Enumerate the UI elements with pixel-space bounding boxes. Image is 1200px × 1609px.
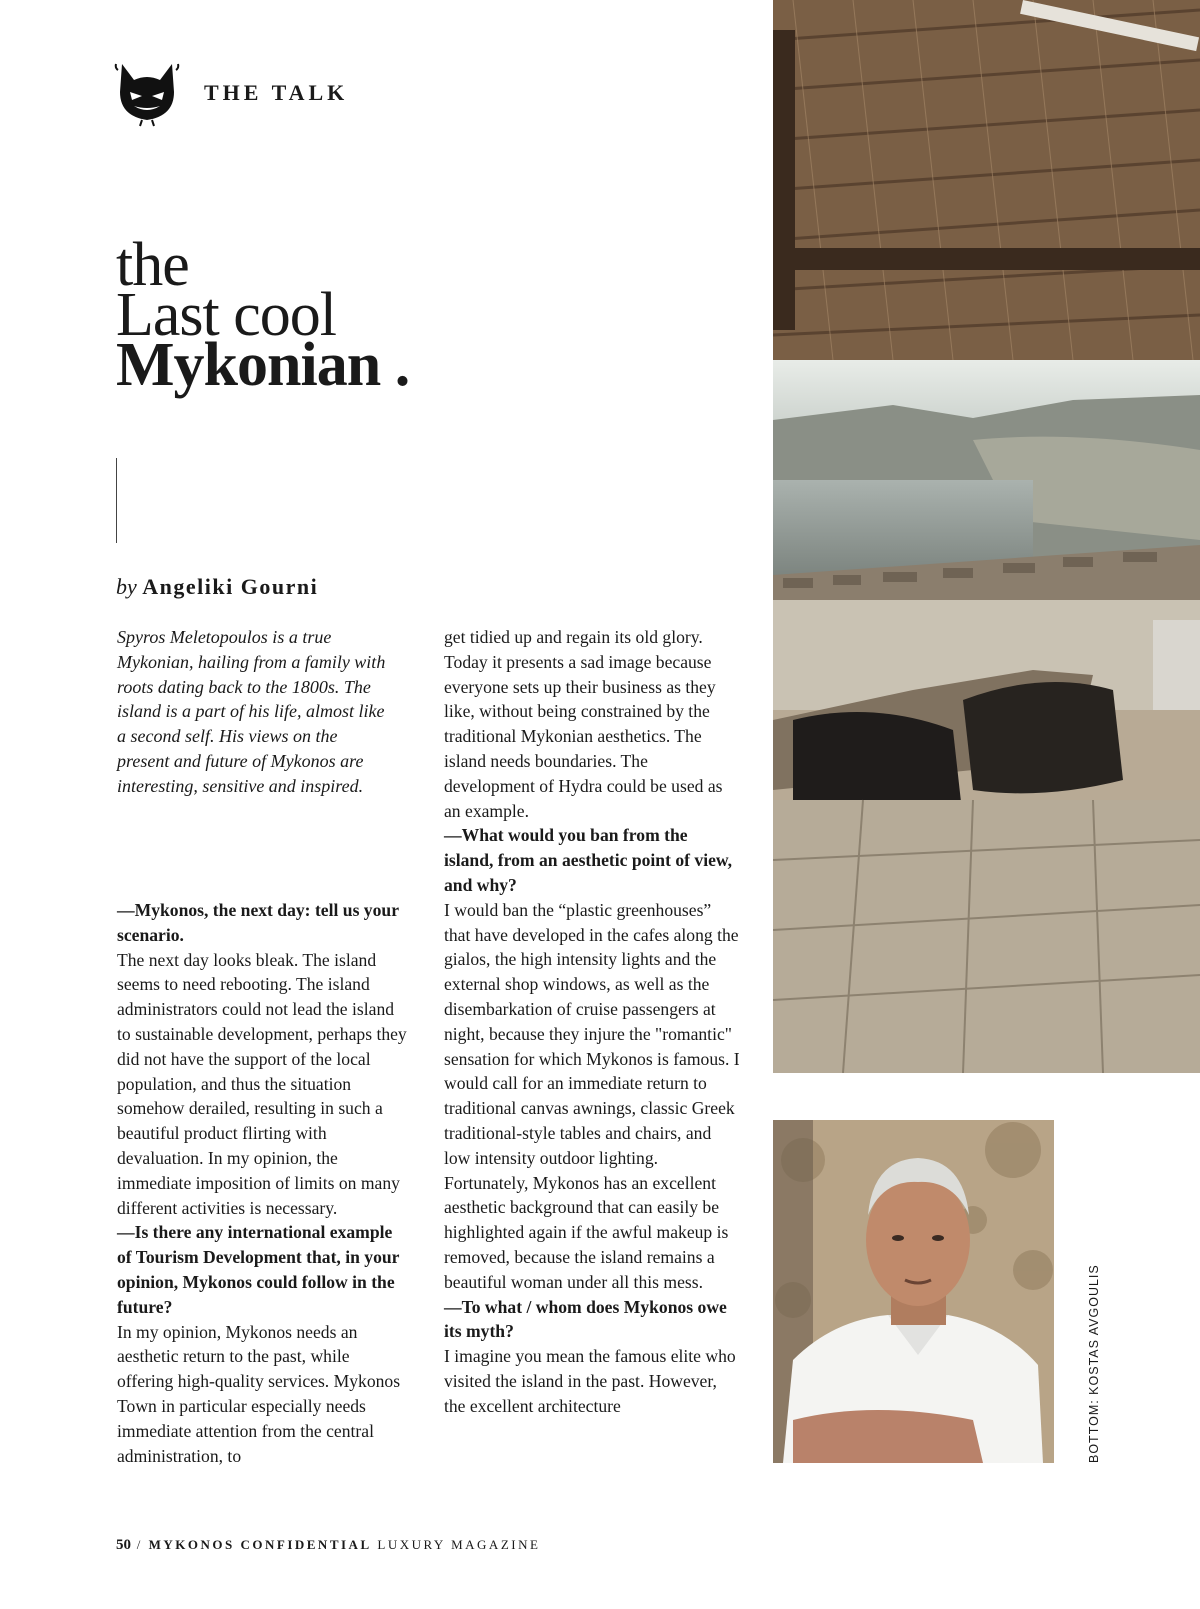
- question-1: —Mykonos, the next day: tell us your scenario.: [117, 900, 399, 945]
- footer-separator: /: [136, 1537, 143, 1552]
- answer-3: I would ban the “plastic greenhouses” that have developed in the cafes along the gialos, the high intensity lights and the external shop windows, as well as the disembarkation of cruise passengers at night, because they injure the "romantic" sensation for which Mykonos is famous. I would call for an immediate return to traditional canvas awnings, classic Greek traditional-style tables and chairs, and low intensity outdoor lighting. Fortunately, Mykonos has an excellent aesthetic background that can easily be highlighted again if the awful makeup is removed, because the island remains a beautiful woman under all this mess.: [444, 899, 740, 1292]
- answer-2-continued: get tidied up and regain its old glory. Today it presents a sad image because everyone sets up their business as they like, without being constrained by the traditional Mykonian aesthetics. The island needs boundaries. The development of Hydra could be used as an example.: [444, 627, 723, 821]
- photo-credit: BOTTOM: KOSTAS AVGOULIS: [1087, 1264, 1101, 1463]
- headline-line-1: the: [116, 231, 189, 299]
- answer-1: The next day looks bleak. The island seems to need rebooting. The island administrators could not lead the island to sustainable development, perhaps they did not have the support of the local population, and thus the situation somehow derailed, resulting in such a beautiful product flirting with devaluation. In my opinion, the immediate imposition of limits on many different activities is necessary.: [117, 949, 407, 1218]
- article-intro: Spyros Meletopoulos is a true Mykonian, hailing from a family with roots dating back to the 1800s. The island is a part of his life, almost like a second self. His views on the present and future of Mykonos are interesting, sensitive and inspired.: [117, 627, 386, 796]
- portrait-photo: [773, 1120, 1054, 1463]
- answer-2: In my opinion, Mykonos needs an aesthetic return to the past, while offering high-quality services. Mykonos Town in particular especially needs immediate attention from the central administration, to: [117, 1321, 401, 1466]
- byline-author: Angeliki Gourni: [142, 574, 319, 599]
- headline-line-2: Last cool: [116, 281, 336, 349]
- section-title: THE TALK: [204, 80, 349, 105]
- magazine-name: MYKONOS CONFIDENTIAL: [148, 1537, 372, 1552]
- magazine-subtitle: LUXURY MAGAZINE: [377, 1537, 541, 1552]
- question-3: —What would you ban from the island, from an aesthetic point of view, and why?: [444, 825, 733, 895]
- byline: [116, 574, 318, 600]
- page-footer: [116, 1537, 540, 1554]
- byline-prefix: by: [116, 574, 137, 599]
- article-column-right: [444, 625, 740, 1419]
- vertical-divider: [116, 458, 117, 543]
- page-number: 50: [116, 1537, 131, 1553]
- headline-line-3: Mykonian .: [116, 331, 410, 399]
- cat-face-icon: [112, 58, 182, 128]
- question-2: —Is there any international example of Tourism Development that, in your opinion, Mykonos could follow in the future?: [117, 1222, 400, 1317]
- question-4: —To what / whom does Mykonos owe its myth?: [444, 1296, 727, 1342]
- answer-4: I imagine you mean the famous elite who visited the island in the past. However, the excellent architecture: [444, 1346, 736, 1416]
- article-headline: [116, 231, 410, 399]
- article-column-left: [117, 898, 407, 1468]
- terrace-sea-photo: [773, 0, 1200, 1073]
- section-header: [112, 58, 348, 128]
